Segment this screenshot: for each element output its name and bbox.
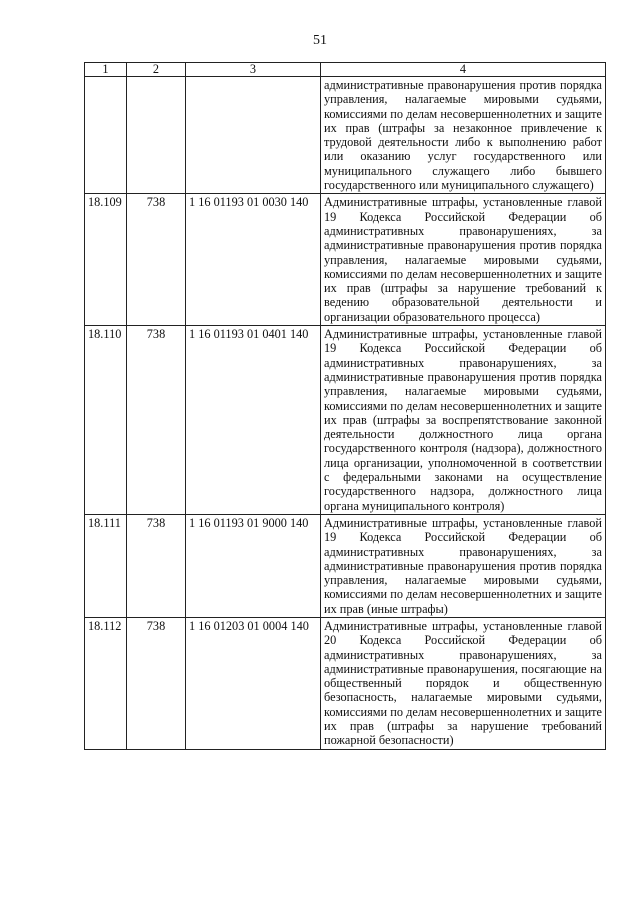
row-number: 18.111	[85, 514, 127, 617]
row-description: Административные штрафы, установленные главой 19 Кодекса Российской Федерации об административных правонарушениях, за административные правонарушения против порядка управления, налагаемые мировыми судьями, комиссиями по делам несовершеннолетних и защите их прав (штрафы за воспрепятствование законной деятельности должностного лица органа государственного контроля (надзора), должностного лица организации, уполномоченной в соответствии с федеральными законами на осуществление государственного надзора, должностного лица органа муниципального контроля)	[321, 326, 606, 515]
table-row	[85, 617, 606, 749]
table-row	[85, 194, 606, 326]
row-description: административные правонарушения против порядка управления, налагаемые мировыми судьями, комиссиями по делам несовершеннолетних и защите их прав (штрафы за незаконное привлечение к трудовой деятельности либо к выполнению работ или оказанию услуг государственного или муниципального служащего либо бывшего государственного или муниципального служащего)	[321, 77, 606, 194]
row-description: Административные штрафы, установленные главой 19 Кодекса Российской Федерации об административных правонарушениях, за административные правонарушения против порядка управления, налагаемые мировыми судьями, комиссиями по делам несовершеннолетних и защите их прав (штрафы за нарушение требований к ведению образовательной деятельности и организации образовательного процесса)	[321, 194, 606, 326]
row-description: Административные штрафы, установленные главой 20 Кодекса Российской Федерации об административных правонарушениях, за административные правонарушения, посягающие на общественный порядок и общественную безопасность, налагаемые мировыми судьями, комиссиями по делам несовершеннолетних и защите их прав (штрафы за нарушение требований пожарной безопасности)	[321, 617, 606, 749]
row-number: 18.110	[85, 326, 127, 515]
budget-code: 1 16 01193 01 0030 140	[186, 194, 321, 326]
table-row	[85, 77, 606, 194]
admin-code: 738	[127, 326, 186, 515]
row-number: 18.109	[85, 194, 127, 326]
fines-table	[84, 62, 606, 750]
budget-code: 1 16 01193 01 9000 140	[186, 514, 321, 617]
row-description: Административные штрафы, установленные главой 19 Кодекса Российской Федерации об административных правонарушениях, за административные правонарушения против порядка управления, налагаемые мировыми судьями, комиссиями по делам несовершеннолетних и защите их прав (иные штрафы)	[321, 514, 606, 617]
admin-code	[127, 77, 186, 194]
column-header: 2	[127, 63, 186, 77]
admin-code: 738	[127, 617, 186, 749]
table-header-row	[85, 63, 606, 77]
budget-code: 1 16 01203 01 0004 140	[186, 617, 321, 749]
column-header: 3	[186, 63, 321, 77]
budget-code: 1 16 01193 01 0401 140	[186, 326, 321, 515]
table-row	[85, 514, 606, 617]
table-row	[85, 326, 606, 515]
row-number	[85, 77, 127, 194]
admin-code: 738	[127, 514, 186, 617]
column-header: 4	[321, 63, 606, 77]
column-header: 1	[85, 63, 127, 77]
admin-code: 738	[127, 194, 186, 326]
budget-code	[186, 77, 321, 194]
page-number: 51	[313, 33, 327, 48]
row-number: 18.112	[85, 617, 127, 749]
